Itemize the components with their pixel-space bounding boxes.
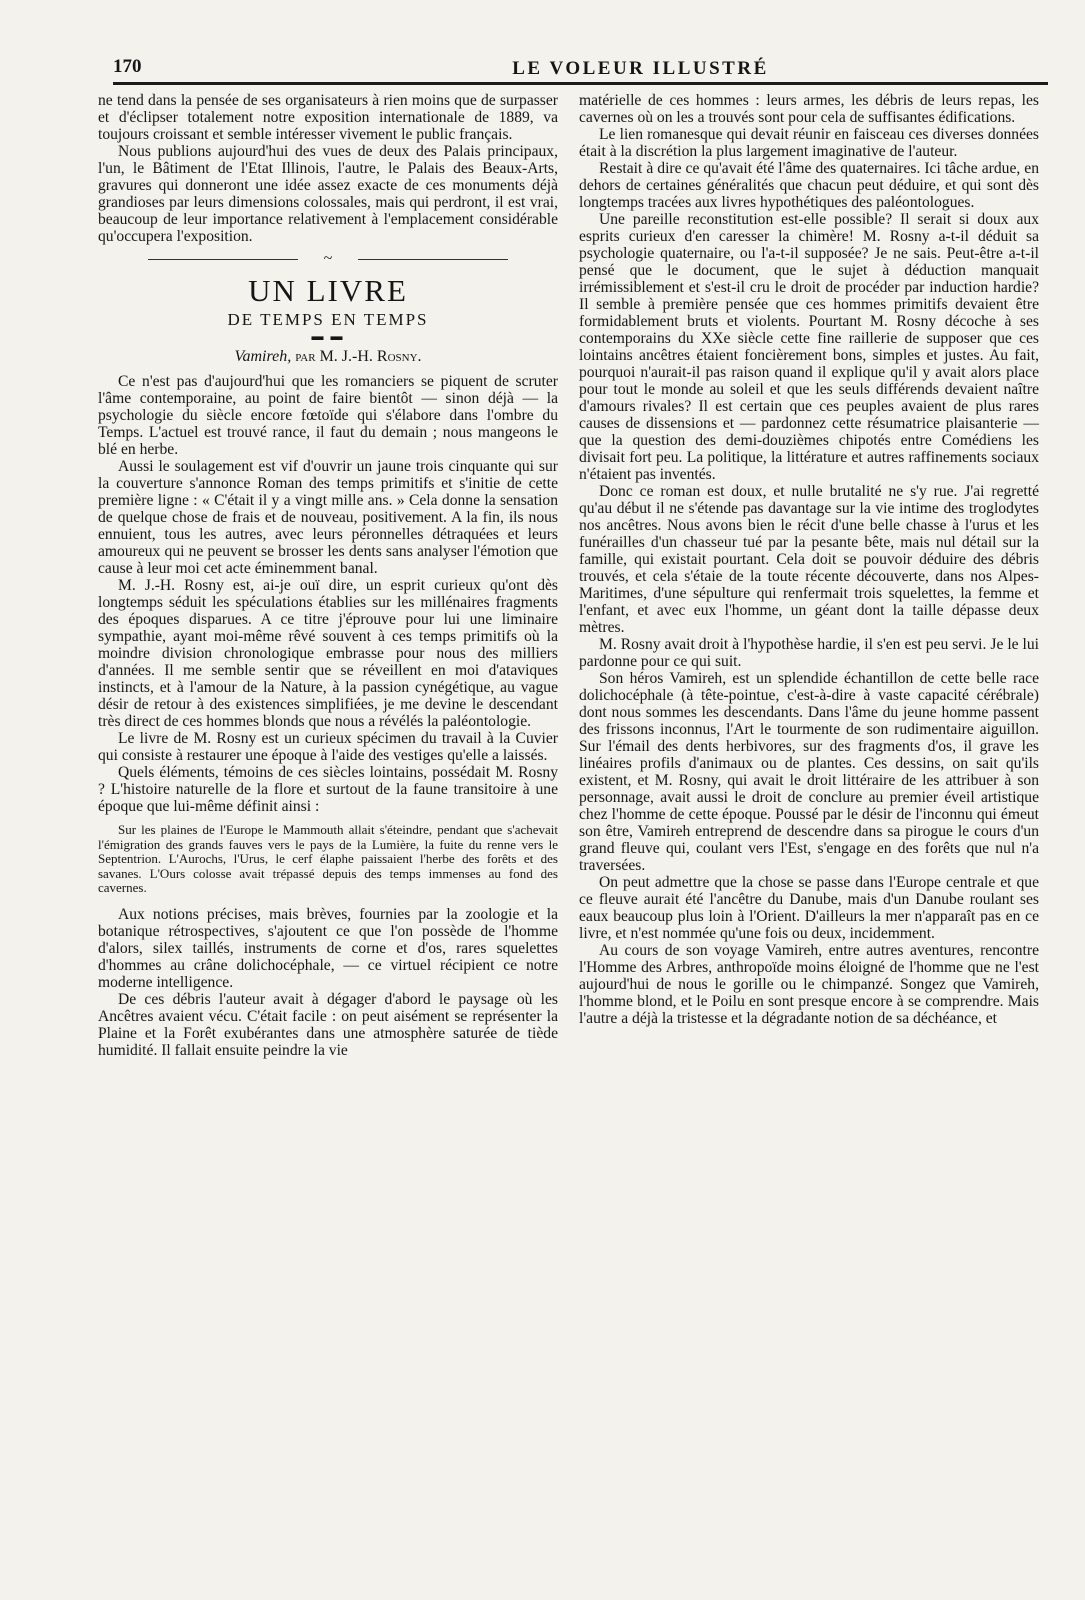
body-paragraph: Une pareille reconstitution est-elle possible? Il serait si doux aux esprits curieux d'en caresser la chimère! M. Rosny a-t-il déduit sa psychologie quaternaire, ou l'a-t-il supposée? Je ne sais. Peut-être a-t-il pensé que le document, que le sujet à déduction manquait irrémissiblement et s'est-il cru le droit de procéder par induction hardie? Il semble à première pensée que ces hommes primitifs devaient être formidablement bruts et violents. Pourtant M. Rosny décoche à ses contemporains du XXe siècle cette fine raillerie de supposer que ces lointains ancêtres étaient foncièrement bons, simples et justes. Au fait, pourquoi n'aurait-il pas raison quand il explique qu'il y avait alors place pour tout le monde au soleil et que les seuls différends devaient naître d'amours rivales? Il est certain que ces peuples avaient de plus rares causes de dissensions et — pardonnez cette résumatrice plaisanterie — que la question des demi-douzièmes chipotés entre Comédiens les divisait fort peu. La politique, la littérature et autres raffinements sociaux n'étaient pas inventés. [579, 211, 1039, 483]
body-paragraph: Le livre de M. Rosny est un curieux spécimen du travail à la Cuvier qui consiste à restaurer une époque à l'aide des vestiges qu'elle a laissés. [98, 730, 558, 764]
body-paragraph: Restait à dire ce qu'avait été l'âme des quaternaires. Ici tâche ardue, en dehors de certaines généralités que chacun peut déduire, et qui sont dès longtemps tracées aux livres hypothétiques des paléontologues. [579, 160, 1039, 211]
header-rule [113, 82, 1048, 85]
page-header [113, 56, 1048, 80]
body-paragraph: M. Rosny avait droit à l'hypothèse hardie, il s'en est peu servi. Je le lui pardonne pour ce qui suit. [579, 636, 1039, 670]
body-paragraph: matérielle de ces hommes : leurs armes, les débris de leurs repas, les cavernes où on les a trouvés sont pour cela de suffisantes édifications. [579, 92, 1039, 126]
body-paragraph: De ces débris l'auteur avait à dégager d'abord le paysage où les Ancêtres avaient vécu. C'était facile : on peut aisément se représenter la Plaine et la Forêt exubérantes dans une atmosphère saturée de tiède humidité. Il fallait ensuite peindre la vie [98, 990, 558, 1059]
separator-ornament: ~ [323, 250, 333, 267]
body-paragraph: Aux notions précises, mais brèves, fournies par la zoologie et la botanique rétrospectives, s'ajoutent ce que l'on possède de l'homme d'alors, silex taillés, instruments de corne et d'os, rares squelettes d'hommes au crâne dolichocéphale, — ce virtuel récipient ce notre moderne intelligence. [98, 905, 558, 991]
article-title: UN LIVRE [248, 273, 408, 308]
body-paragraph: Aussi le soulagement est vif d'ouvrir un jaune trois cinquante qui sur la couverture s'annonce Roman des temps primitifs et s'initie de cette première ligne : « C'était il y a vingt mille ans. » Cela donne la sensation de quelque chose de frais et de nouveau, positivement. A la fin, ils nous ennuient, tous les autres, avec leurs péronnelles détraquées et leurs amoureux qui ne peuvent se brosser les dents sans analyser l'émotion que cause à leur moi cet acte éminemment banal. [98, 458, 558, 577]
body-paragraph: Au cours de son voyage Vamireh, entre autres aventures, rencontre l'Homme des Arbres, anthropoïde moins éloigné de l'homme que ne l'est aujourd'hui de nous le gorille ou le chimpanzé. Songez que Vamireh, l'homme blond, et le Poilu en sont presque encore à se comprendre. Mais l'autre a déjà la tristesse et la dégradante notion de sa déchéance, et [579, 942, 1039, 1027]
book-title: Vamireh, [234, 348, 292, 365]
body-paragraph: Le lien romanesque qui devait réunir en faisceau ces diverses données était à la discrétion la plus largement imaginative de l'auteur. [579, 126, 1039, 160]
byline [98, 348, 558, 365]
body-paragraph: Son héros Vamireh, est un splendide échantillon de cette belle race dolichocéphale (à tête-pointue, c'est-à-dire à vaste capacité cérébrale) dont nous sommes les descendants. Dans l'âme du jeune homme passent des frissons inconnus, l'Art le tourmente de son rudimentaire aiguillon. Sur l'émail des dents herbivores, sur des fragments d'os, il grave les linéaires profils d'animaux ou de plantes. Ces dessins, on sait qu'ils existent, et M. Rosny, qui avait le droit littéraire de les attribuer à son personnage, avait aussi le droit de conclure au premier éveil artistique chez l'homme de cette époque. Poussé par le désir de l'inconnu qui émeut son être, Vamireh entreprend de descendre dans sa pirogue le cours d'un grand fleuve qui, coulant vers l'Est, s'engage en des forêts que nul n'a traversées. [579, 670, 1039, 874]
body-paragraph: Quels éléments, témoins de ces siècles lointains, possédait M. Rosny ? L'histoire naturelle de la flore et surtout de la faune transitoire à une époque que lui-même définit ainsi : [98, 764, 558, 815]
block-quote [98, 823, 558, 896]
journal-title: LE VOLEUR ILLUSTRÉ [512, 58, 769, 79]
body-paragraph: M. J.-H. Rosny est, ai-je ouï dire, un esprit curieux qu'ont dès longtemps séduit les spéculations établies sur les millénaires fragments des époques disparues. A ce titre j'éprouve pour lui une liminaire sympathie, ayant moi-même rêvé souvent à ces temps primitifs où la moindre division chronologique embrasse pour nous des milliers d'années. Il me semble sentir que se réveillent en moi d'ataviques instincts, et à l'amour de la Nature, à la passion cynégétique, au vague désir de retour à des existences simplifiées, je me devine le descendant très direct de ces hommes blonds que nous a révélés la paléontologie. [98, 577, 558, 730]
intro-paragraph: ne tend dans la pensée de ses organisateurs à rien moins que de surpasser et d'éclipser totalement notre exposition internationale de 1889, va toujours croissant et semble intéresser vivement le public français. [98, 92, 558, 143]
page-number: 170 [113, 56, 142, 77]
section-separator [148, 250, 508, 267]
body-paragraph: Ce n'est pas d'aujourd'hui que les romanciers se piquent de scruter l'âme contemporaine, au point de faire bientôt — sinon déjà — la psychologie du siècle encore fœtoïde qui s'élabore dans l'ombre du Temps. L'actuel est trouvé rance, il faut du demain ; nous mangeons le blé en herbe. [98, 373, 558, 458]
left-column [98, 92, 558, 1059]
body-paragraph: Donc ce roman est doux, et nulle brutalité ne s'y rue. J'ai regretté qu'au début il ne s'étende pas davantage sur la vie intime des troglodytes nos ancêtres. Nous avons bien le récit d'une belle chasse à l'urus et les funérailles d'un chasseur tué par la pesante bête, mais nul détail sur la famille, qui existait pourtant. Cela doit se pouvoir déduire des débris trouvés, et cela s'étaie de la toute récente découverte, dans nos Alpes-Maritimes, d'une sépulture qui renfermait trois squelettes, la femme et l'enfant, et avec eux l'homme, un géant dont la taille dépasse deux mètres. [579, 483, 1039, 636]
right-column [579, 92, 1039, 1027]
quote-text: Sur les plaines de l'Europe le Mammouth allait s'éteindre, pendant que s'achevait l'émigration des grands fauves vers le pays de la Lumière, la fuite du renne vers le Septentrion. L'Aurochs, l'Urus, le cerf élaphe paissaient l'herbe des forêts et des savanes. L'Ours colosse avait trépassé depuis des temps immenses au fond des cavernes. [98, 822, 558, 895]
intro-paragraph: Nous publions aujourd'hui des vues de deux des Palais principaux, l'un, le Bâtiment de l'Etat Illinois, l'autre, le Palais des Beaux-Arts, gravures qui donneront une idée assez exacte de ces monuments déjà grandioses par leurs dimensions colossales, mais qui perdront, il est vrai, beaucoup de leur importance relativement à l'emplacement considérable qu'occupera l'exposition. [98, 143, 558, 245]
author-credit: par M. J.-H. Rosny. [295, 348, 422, 365]
article-subtitle: DE TEMPS EN TEMPS [227, 310, 429, 329]
title-decoration: ▬ ▬ [311, 329, 345, 343]
body-paragraph: On peut admettre que la chose se passe dans l'Europe centrale et que ce fleuve aurait été l'ancêtre du Danube, mais d'un Danube roulant ses eaux beaucoup plus loin à l'Orient. D'ailleurs la mer n'apparaît pas en ce livre, et n'est nommée qu'une fois ou deux, incidemment. [579, 874, 1039, 942]
